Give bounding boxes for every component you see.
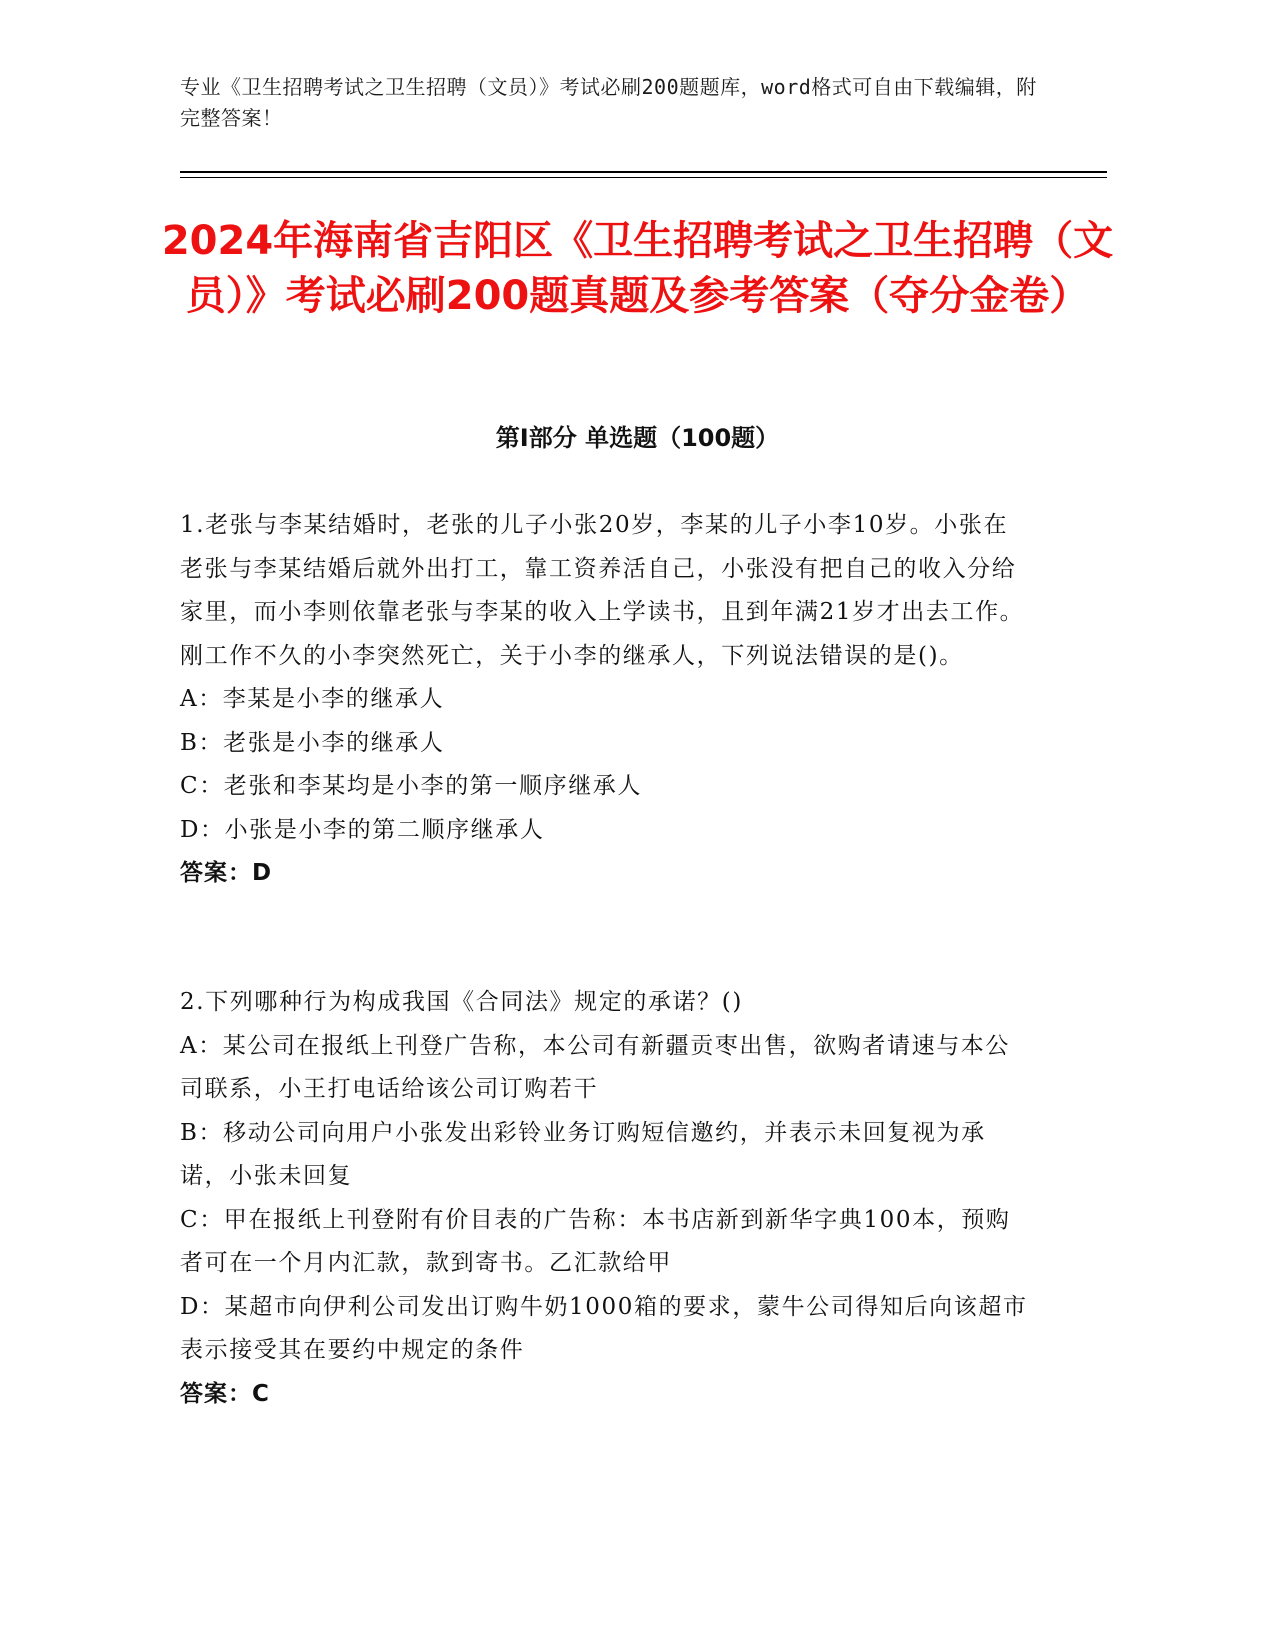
answer: 答案：D bbox=[180, 860, 273, 886]
answer: 答案：C bbox=[180, 1380, 270, 1407]
option-b: B：移动公司向用户小张发出彩铃业务订购短信邀约，并表示未回复视为承诺，小张未回复 bbox=[180, 1119, 986, 1189]
header-rule-thin bbox=[180, 177, 1107, 178]
option-c: C：老张和李某均是小李的第一顺序继承人 bbox=[180, 773, 642, 799]
option-b: B：老张是小李的继承人 bbox=[180, 729, 445, 756]
document-title: 2024年海南省吉阳区《卫生招聘考试之卫生招聘（文员）》考试必刷200题真题及参考答案（夺分金卷） bbox=[161, 218, 1114, 319]
section-title: 第Ⅰ部分 单选题（100题） bbox=[495, 424, 780, 452]
question-stem: 1.老张与李某结婚时，老张的儿子小张20岁，李某的儿子小李10岁。小张在老张与李某结婚后就外出打工，靠工资养活自己，小张没有把自己的收入分给家里，而小李则依靠老张与李某的收入上学读书，且到年满21岁才出去工作。刚工作不久的小李突然死亡，关于小李的继承人，下列说法错误的是()。 bbox=[180, 512, 1025, 669]
question-2 bbox=[180, 981, 1030, 1416]
option-d: D：某超市向伊利公司发出订购牛奶1000箱的要求，蒙牛公司得知后向该超市表示接受其在要约中规定的条件 bbox=[180, 1293, 1028, 1363]
option-d: D：小张是小李的第二顺序继承人 bbox=[180, 816, 545, 843]
header-rule-thick bbox=[180, 171, 1107, 173]
header-note: 专业《卫生招聘考试之卫生招聘（文员）》考试必刷200题题库，word格式可自由下载编辑，附完整答案！ bbox=[180, 75, 1037, 130]
question-stem: 2.下列哪种行为构成我国《合同法》规定的承诺？() bbox=[180, 989, 743, 1015]
option-a: A：某公司在报纸上刊登广告称，本公司有新疆贡枣出售，欲购者请速与本公司联系，小王打电话给该公司订购若干 bbox=[180, 1032, 1011, 1102]
question-1 bbox=[180, 504, 1030, 896]
option-a: A：李某是小李的继承人 bbox=[180, 686, 445, 712]
option-c: C：甲在报纸上刊登附有价目表的广告称：本书店新到新华字典100本，预购者可在一个月内汇款，款到寄书。乙汇款给甲 bbox=[180, 1206, 1011, 1276]
